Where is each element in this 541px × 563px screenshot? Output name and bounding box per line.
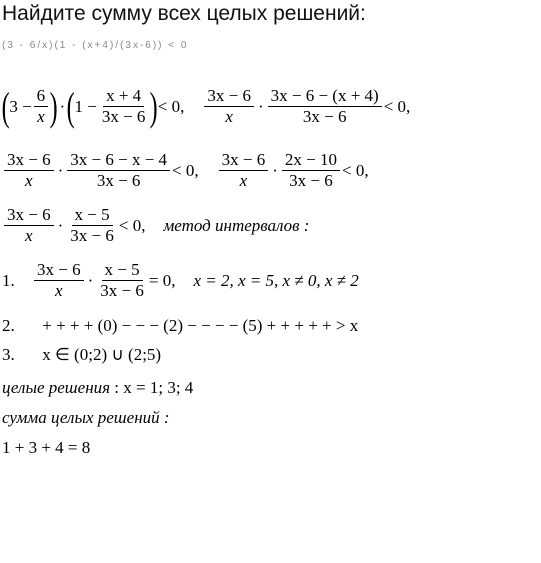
fraction: $\frac{3x - 6 - (x + 4)}{3x - 6}$ xyxy=(268,86,382,127)
equation-line-3: $\frac{3x - 6}{x}$ · $\frac{x - 5}{3x - 6}$ < 0, метод интервалов : xyxy=(2,205,309,246)
fraction: $\frac{3x - 6}{x}$ xyxy=(204,86,254,127)
step-1: 1. $\frac{3x - 6}{x}$ · $\frac{x - 5}{3x - 6}$ = 0, x = 2, x = 5, x ≠ 0, x ≠ 2 xyxy=(2,260,359,300)
fraction: $\frac{x - 5}{3x - 6}$ xyxy=(70,205,114,245)
step-label: 3. xyxy=(2,345,15,364)
sum-label: сумма целых решений : xyxy=(2,408,170,427)
fraction: $\frac{3x - 6}{x}$ xyxy=(34,260,84,301)
relation: < 0, xyxy=(172,160,199,180)
integer-solutions-value: : x = 1; 3; 4 xyxy=(114,378,194,397)
step-2 xyxy=(2,316,358,336)
roots: x = 2, x = 5, x ≠ 0, x ≠ 2 xyxy=(193,270,359,290)
term: 3 − xyxy=(9,96,32,116)
page-title: Найдите сумму всех целых решений: xyxy=(2,2,366,25)
integer-solutions xyxy=(2,378,193,398)
fraction: $\frac{2x - 10}{3x - 6}$ xyxy=(282,150,340,191)
step-label: 1. xyxy=(2,270,15,290)
solution-set: x ∈ (0;2) ∪ (2;5) xyxy=(42,345,162,364)
integer-solutions-label: целые решения xyxy=(2,378,111,397)
sum-result: 1 + 3 + 4 = 8 xyxy=(2,438,91,457)
term: 1 − xyxy=(74,96,97,116)
fraction: $\frac{3x - 6}{x}$ xyxy=(4,205,54,246)
fraction: $\frac{3x - 6 - x - 4}{3x - 6}$ xyxy=(67,150,170,191)
relation: = 0, xyxy=(148,270,176,290)
relation: < 0, xyxy=(341,160,369,180)
equation-line-1: ( 3 − $\frac{6}{x}$ ) · ( 1 − $\frac{x + 4}{3x - 6}$ ) < 0, $\frac{3x - 6}{x}$ · $\frac{3x - 6 - (x + 4)}{3x - 6}$ < 0, xyxy=(1,83,411,129)
step-3 xyxy=(2,345,161,365)
interval-signs: + + + + (0) − − − (2) − − − − (5) + + + + + > x xyxy=(42,316,359,335)
relation: < 0, xyxy=(157,96,185,116)
method-label: метод интервалов : xyxy=(163,215,310,235)
fraction: $\frac{x + 4}{3x - 6}$ xyxy=(101,86,146,126)
relation: < 0, xyxy=(118,215,146,235)
fraction: $\frac{3x - 6}{x}$ xyxy=(219,150,269,191)
fraction: $\frac{6}{x}$ xyxy=(34,86,49,127)
equation-line-2: $\frac{3x - 6}{x}$ · $\frac{3x - 6 - x - 4}{3x - 6}$ < 0, $\frac{3x - 6}{x}$ · $\frac{2x - 10}{3x - 6}$ < 0, xyxy=(2,150,369,191)
step-label: 2. xyxy=(2,316,15,335)
fraction: $\frac{x - 5}{3x - 6}$ xyxy=(100,260,144,300)
problem-statement: (3 - 6/x)(1 - (x+4)/(3x-6)) < 0 xyxy=(2,40,189,51)
fraction: $\frac{3x - 6}{x}$ xyxy=(4,150,54,191)
relation: < 0, xyxy=(383,96,411,116)
